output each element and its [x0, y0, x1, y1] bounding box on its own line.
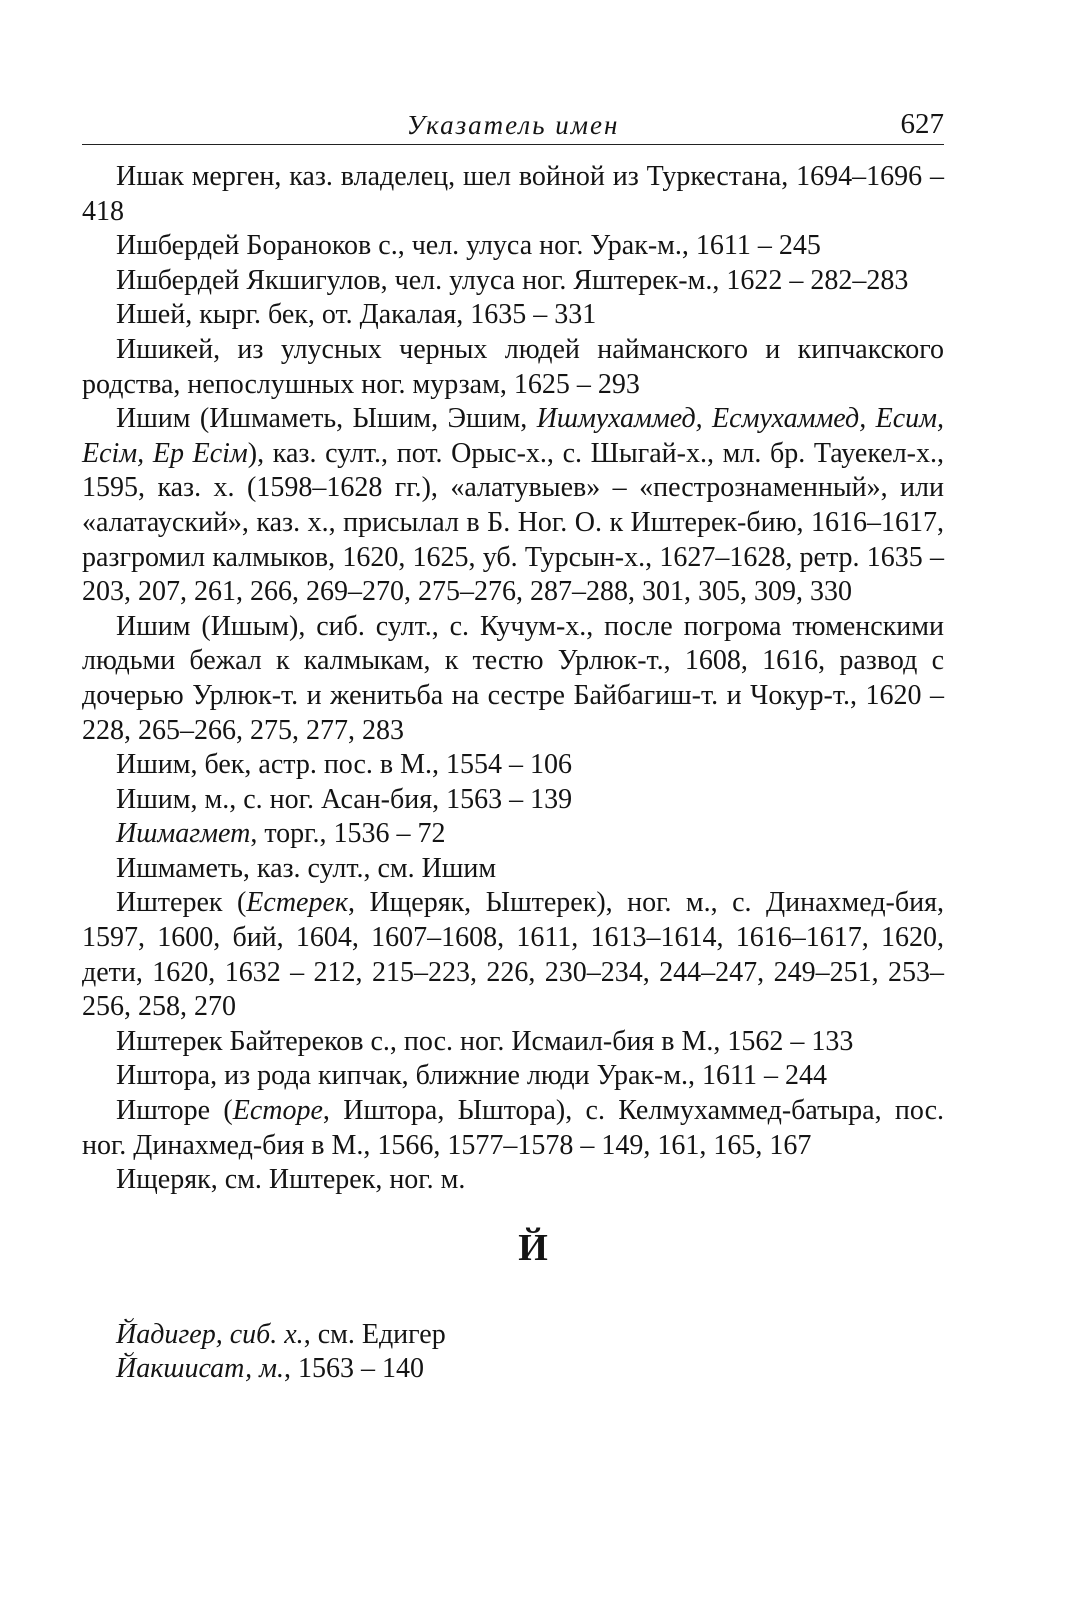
entry-name-italic: Йадигер, сиб. х.: [116, 1318, 304, 1350]
entry-name: Иштора: [116, 1060, 211, 1092]
entry-text: Бораноков с., чел. улуса ног. Урак-м., 1611 – 245: [239, 230, 821, 262]
index-entry: [82, 298, 944, 333]
index-entry: [82, 1094, 944, 1163]
index-entry: [82, 817, 944, 852]
entry-name: Ищеряк: [116, 1164, 211, 1196]
entry-name: Ишей: [116, 299, 186, 331]
index-entry: [82, 1163, 944, 1198]
entry-text: , каз. султ., см. Ишим: [242, 852, 497, 884]
entry-name: Ишбердей: [116, 230, 240, 262]
entry-name: Иштерек: [116, 1025, 223, 1057]
index-body: [82, 160, 944, 1387]
index-entry: [82, 1318, 944, 1353]
page-number: 627: [900, 108, 944, 140]
entry-name: Ишим: [116, 783, 191, 815]
entry-text: , 1563 – 140: [283, 1353, 424, 1385]
entry-text: , Ищеряк, Ыштерек), ног. м., с. Динахмед-бия, 1597, 1600, бий, 1604, 1607–1608, 1611, 1613–1614, 1616–1617, 1620, дети, 1620, 1632 – 212, 215–223, 226, 230–234, 244–247, 249–251, 253–256, 258, 270: [82, 887, 944, 1023]
index-entry: [82, 852, 944, 887]
entry-name-italic: Ишмагмет: [116, 818, 251, 850]
entry-variant-italic: Есторе: [232, 1095, 323, 1127]
entry-name: Ишбердей: [116, 264, 240, 296]
entry-name: Ишим: [116, 610, 191, 642]
index-entry: [82, 1059, 944, 1094]
entry-text: , см. Едигер: [303, 1318, 446, 1350]
index-entry: [82, 1025, 944, 1060]
entry-text: (: [222, 887, 247, 919]
entry-variant-italic: Ишмухаммед, Есмухаммед, Есим, Есім, Ер Есім: [82, 403, 944, 469]
entry-text: Якшигулов, чел. улуса ног. Яштерек-м., 1622 – 282–283: [239, 264, 909, 296]
index-entry: [82, 402, 944, 610]
entry-text: (: [210, 1095, 233, 1127]
entry-text: , бек, астр. пос. в М., 1554 – 106: [190, 749, 573, 781]
entry-text: ), каз. султ., пот. Орыс-х., с. Шыгай-х., мл. бр. Тауекел-х., 1595, каз. х. (1598–1628 гг.), «алатувыев» – «пестрознаменный», или «алатауский», каз. х., присылал в Б. Ног. О. к Иштерек-бию, 1616–1617, разгромил калмыков, 1620, 1625, уб. Турсын-х., 1627–1628, ретр. 1635 – 203, 207, 261, 266, 269–270, 275–276, 287–288, 301, 305, 309, 330: [82, 437, 944, 608]
entry-text: , торг., 1536 – 72: [250, 818, 446, 850]
entry-variant-italic: Естерек: [246, 887, 349, 919]
entry-text: , из рода кипчак, ближние люди Урак-м., 1611 – 244: [210, 1060, 828, 1092]
entry-text: , кырг. бек, от. Дакалая, 1635 – 331: [185, 299, 597, 331]
index-entry: [82, 160, 944, 229]
index-entry: [82, 610, 944, 748]
index-entry: [82, 264, 944, 299]
section-letter-heading: Й: [518, 1226, 548, 1269]
running-header: [82, 108, 944, 145]
index-entry: [82, 229, 944, 264]
entry-name: Иштерек: [116, 887, 223, 919]
index-entry: [82, 1352, 944, 1387]
entry-text: , м., с. ног. Асан-бия, 1563 – 139: [190, 783, 573, 815]
entry-text: , из улусных черных людей найманского и кипчакского родства, непослушных ног. мурзам, 1625 – 293: [82, 333, 944, 400]
index-entry: [82, 748, 944, 783]
entry-name: Ишак: [116, 161, 184, 192]
entry-text: (Ишмаметь, Ышим, Эшим,: [190, 403, 537, 435]
entry-name: Ишторе: [116, 1095, 211, 1127]
entry-text: мерген, каз. владелец, шел войной из Туркестана, 1694–1696 – 418: [82, 161, 944, 227]
entry-name-italic: Йакшисат, м.: [116, 1353, 284, 1385]
entry-name: Ишмаметь: [116, 852, 243, 884]
entry-name: Ишим: [116, 749, 191, 781]
entry-text: Байтереков с., пос. ног. Исмаил-бия в М., 1562 – 133: [222, 1025, 854, 1057]
entry-name: Ишикей: [116, 333, 214, 365]
index-entry: [82, 886, 944, 1024]
entry-text: , Иштора, Ыштора), с. Келмухаммед-батыра, пос. ног. Динахмед-бия в М., 1566, 1577–1578 – 149, 161, 165, 167: [82, 1095, 945, 1161]
index-entry: [82, 783, 944, 818]
entry-text: (Ишым), сиб. султ., с. Кучум-х., после погрома тюменскими людьми бежал к калмыкам, к тестю Урлюк-т., 1608, 1616, развод с дочерью Урлюк-т. и женитьба на сестре Байбагиш-т. и Чокур-т., 1620 – 228, 265–266, 275, 277, 283: [82, 610, 944, 746]
entry-name: Ишим: [116, 403, 191, 435]
running-title: Указатель имен: [406, 110, 620, 140]
entry-text: , см. Иштерек, ног. м.: [210, 1164, 466, 1196]
index-entry: [82, 333, 944, 402]
